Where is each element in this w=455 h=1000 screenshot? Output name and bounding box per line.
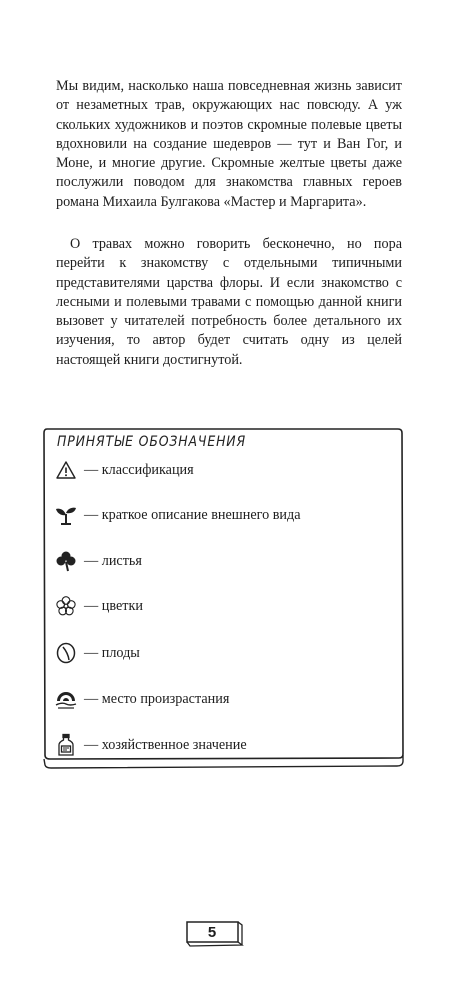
- legend-item-classification: [54, 457, 194, 483]
- legend-item-label: — цветки: [84, 597, 143, 614]
- paragraph-1: Мы видим, насколько наша повседневная жизнь зависит от незаметных трав, окружающих нас повсюду. А уж скольких художников и поэтов скромные полевые цветы вдохновили на создание шедевров — тут и Ван Гог, и Моне, и многие другие. Скромные желтые цветы даже послужили поводом для знакомства главных героев романа Михаила Булгакова «Мастер и Маргарита».: [56, 78, 402, 210]
- leaf-clover-icon: [54, 549, 78, 573]
- legend-item-label: — краткое описание внешнего вида: [84, 506, 301, 523]
- bottle-jar-icon: [54, 733, 78, 757]
- paragraph-2: О травах можно говорить бесконечно, но пора перейти к знакомству с отдельными типичными представителями царства флоры. И если знакомство с лесными и полевыми травами с помощью данной книги вызовет у читателей потребность более детального их изучения, то автор будет считать одну из целей настоящей книги достигнутой.: [56, 236, 402, 368]
- legend-item-flowers: [54, 593, 143, 619]
- location-hill-icon: [54, 687, 78, 711]
- legend-item-label: — плоды: [84, 644, 140, 661]
- legend-item-label: — место произрастания: [84, 690, 230, 707]
- legend-item-appearance: [54, 502, 301, 528]
- flower-outline-icon: [54, 594, 78, 618]
- page-number: 5: [207, 924, 217, 941]
- sprout-icon: [54, 503, 78, 527]
- legend-item-label: — листья: [84, 552, 142, 569]
- warning-triangle-icon: [54, 458, 78, 482]
- legend-item-label: — хозяйственное значение: [84, 736, 247, 753]
- page-number-badge: [186, 921, 246, 947]
- legend-item-label: — классификация: [84, 461, 194, 478]
- legend-item-habitat: [54, 686, 229, 712]
- seed-icon: [54, 641, 78, 665]
- legend-item-economic-value: [54, 732, 247, 758]
- legend-item-fruits: [54, 640, 140, 666]
- legend-title: ПРИНЯТЫЕ ОБОЗНАЧЕНИЯ: [57, 434, 247, 450]
- legend-box: [41, 425, 406, 770]
- legend-item-leaves: [54, 548, 142, 574]
